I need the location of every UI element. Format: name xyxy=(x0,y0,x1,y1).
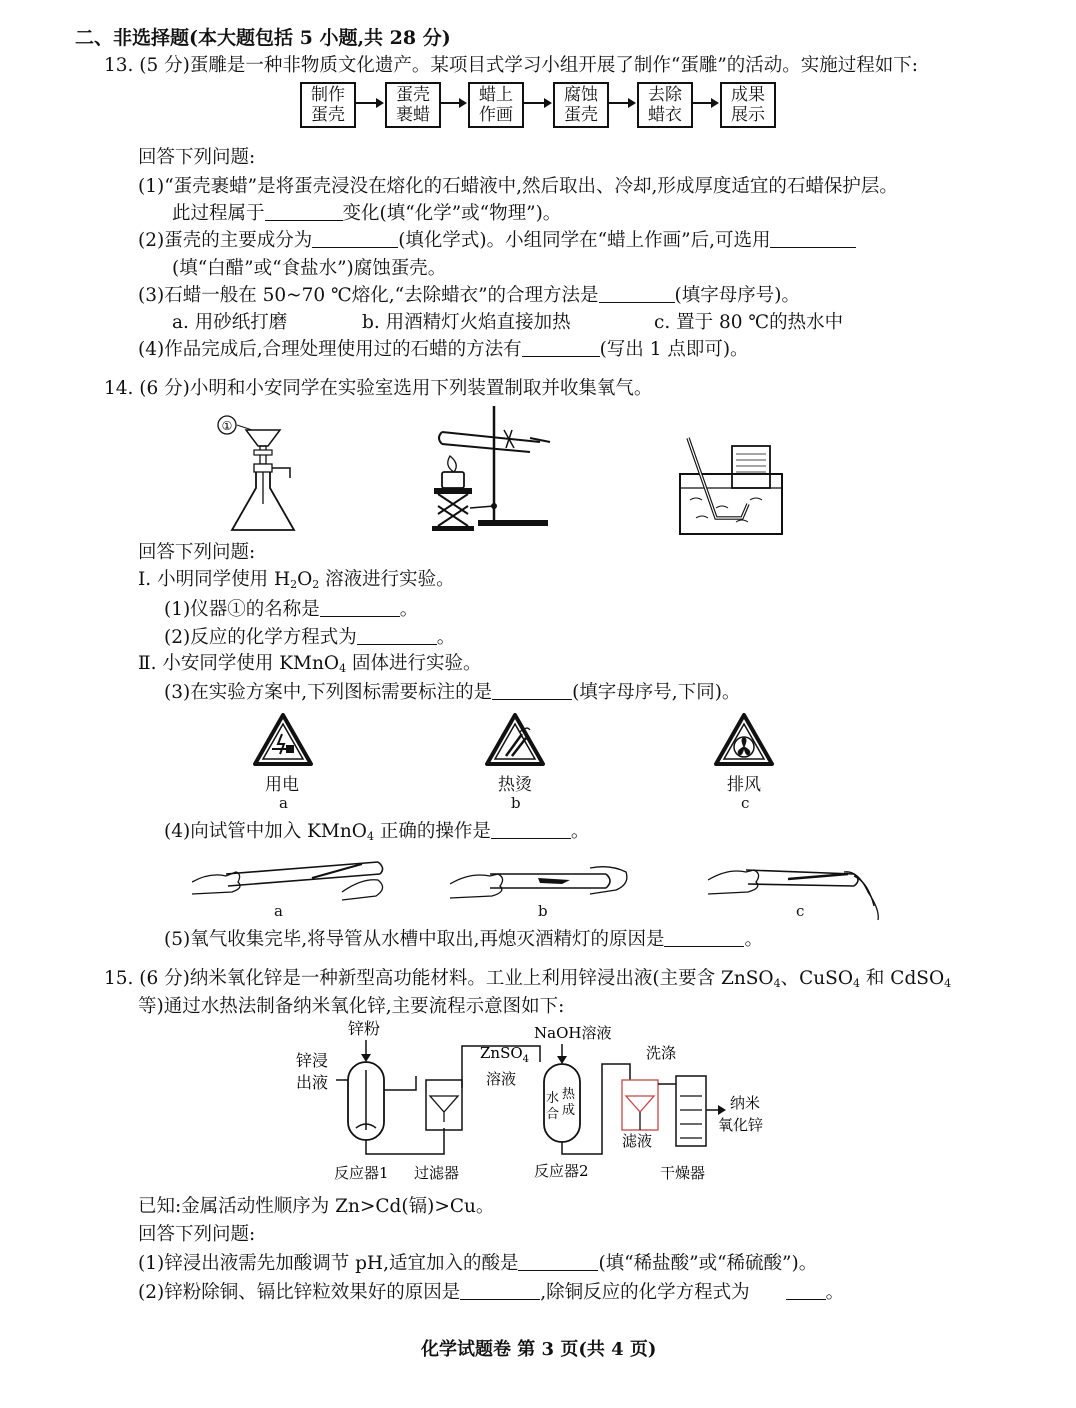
q14-part5-text: (5)氧气收集完毕,将导管从水槽中取出,再熄灭酒精灯的原因是 xyxy=(164,929,665,950)
q13-part3-text: (填字母序号)。 xyxy=(674,285,800,306)
flow-arrow xyxy=(356,102,382,104)
subscript: 4 xyxy=(944,977,952,990)
q15-part2-text: (2)锌粉除铜、镉比锌粒效果好的原因是 xyxy=(138,1282,461,1303)
answer-blank[interactable] xyxy=(265,202,343,221)
q15-part1 xyxy=(138,1252,817,1276)
q13-part3-text: (3)石蜡一般在 50~70 ℃熔化,“去除蜡衣”的合理方法是 xyxy=(138,285,599,306)
flask-funnel-apparatus xyxy=(210,408,300,538)
q13-step-box: 蛋壳 裹蜡 xyxy=(385,82,441,128)
flow-label-product-1: 纳米 xyxy=(730,1094,761,1112)
section-title: 二、非选择题(本大题包括 5 小题,共 28 分) xyxy=(75,27,451,49)
q14-part3 xyxy=(164,681,740,705)
flow-label-naoh: NaOH溶液 xyxy=(534,1024,612,1042)
q13-option-a: a. 用砂纸打磨 xyxy=(172,312,288,333)
q13-part4-text: (4)作品完成后,合理处理使用过的石蜡的方法有 xyxy=(138,339,522,360)
q13-option-c: c. 置于 80 ℃的热水中 xyxy=(654,312,844,333)
q15-known: 已知:金属活动性顺序为 Zn>Cd(镉)>Cu。 xyxy=(138,1196,495,1217)
q15-part2-text: 。 xyxy=(825,1282,845,1303)
filter xyxy=(426,1080,462,1130)
flow-label-znso4: ZnSO$_4$ xyxy=(480,1044,530,1065)
answer-blank[interactable] xyxy=(518,1252,598,1271)
water-trough-apparatus xyxy=(676,434,786,538)
q13-stem: 13. (5 分)蛋雕是一种非物质文化遗产。某项目式学习小组开展了制作“蛋雕”的活动。实施过程如下: xyxy=(104,55,919,76)
q14-part5 xyxy=(164,928,763,952)
answer-blank[interactable] xyxy=(786,1281,826,1300)
q15-stem-text: 、CuSO xyxy=(780,968,854,989)
q15-stem-text: 15. (6 分)纳米氧化锌是一种新型高功能材料。工业上利用锌浸出液(主要含 ZnSO xyxy=(104,968,774,989)
q13-step-box: 蜡上 作画 xyxy=(468,82,524,128)
q14-part2-text: (2)反应的化学方程式为 xyxy=(164,627,357,648)
hot-surface-warning-icon xyxy=(484,712,546,768)
test-tube-heating-apparatus xyxy=(420,402,560,536)
subscript: 4 xyxy=(366,830,374,843)
svg-text:水: 水 xyxy=(546,1091,560,1106)
flow-arrow xyxy=(441,102,465,104)
icon-label-ventilation: 排风 xyxy=(727,775,761,795)
answer-blank[interactable] xyxy=(770,229,856,248)
flow-label-reactor-2: 反应器2 xyxy=(534,1162,589,1180)
flow-label-wash: 洗涤 xyxy=(646,1044,677,1062)
q13-part1b xyxy=(172,202,561,226)
icon-label-hot: 热烫 xyxy=(498,775,532,795)
q14-part-II-text: Ⅱ. 小安同学使用 KMnO xyxy=(138,653,340,674)
q14-part-II xyxy=(138,652,481,676)
q14-part2 xyxy=(164,626,455,650)
answer-blank[interactable] xyxy=(312,229,398,248)
answer-blank[interactable] xyxy=(599,284,675,303)
flow-label-dryer: 干燥器 xyxy=(660,1164,706,1182)
subscript: 2 xyxy=(312,578,320,591)
q13-part2-text: (填化学式)。小组同学在“蜡上作画”后,可选用 xyxy=(398,230,771,251)
q15-prompt: 回答下列问题: xyxy=(138,1224,256,1245)
q14-prompt: 回答下列问题: xyxy=(138,542,256,563)
flow-arrow xyxy=(609,102,634,104)
q15-part1-text: (1)锌浸出液需先加酸调节 pH,适宜加入的酸是 xyxy=(138,1253,519,1274)
flow-label-leach-1: 锌浸 xyxy=(296,1051,329,1070)
flow-arrow xyxy=(693,102,717,104)
q14-part-I-text: 溶液进行实验。 xyxy=(319,569,455,590)
q15-stem-line1 xyxy=(104,967,951,991)
q14-part-I-text: Ⅰ. 小明同学使用 H xyxy=(138,569,291,590)
q13-part4 xyxy=(138,338,749,362)
q14-part4-text: 正确的操作是 xyxy=(373,821,491,842)
icon-letter-c: c xyxy=(741,794,750,812)
operation-a-illustration xyxy=(192,852,392,908)
q13-part1b-text: 变化(填“化学”或“物理”)。 xyxy=(342,203,562,224)
page-footer: 化学试题卷 第 3 页(共 4 页) xyxy=(421,1339,657,1360)
ventilation-fan-icon xyxy=(713,712,775,768)
flow-label-leach-2: 出液 xyxy=(296,1073,329,1092)
zinc-oxide-process-diagram xyxy=(290,1018,790,1188)
q13-step-box: 制作 蛋壳 xyxy=(300,82,356,128)
q13-part3 xyxy=(138,284,800,308)
q14-part5-text: 。 xyxy=(744,929,763,950)
q13-step-box: 腐蚀 蛋壳 xyxy=(553,82,609,128)
subscript: 2 xyxy=(290,578,298,591)
operation-b-illustration xyxy=(450,856,630,906)
flow-label-product-2: 氧化锌 xyxy=(718,1116,764,1134)
subscript: 4 xyxy=(853,977,861,990)
dryer xyxy=(676,1076,706,1146)
q13-step-box: 成果 展示 xyxy=(720,82,776,128)
q15-stem-text: 和 CdSO xyxy=(860,968,945,989)
flow-label-reactor-1: 反应器1 xyxy=(334,1164,389,1182)
label-circle-1: ① xyxy=(221,419,233,433)
answer-blank[interactable] xyxy=(522,338,600,357)
operation-letter-c: c xyxy=(796,902,805,920)
svg-text:成: 成 xyxy=(562,1103,576,1118)
flow-label-znso4-solution: 溶液 xyxy=(486,1070,517,1088)
q13-part1a: (1)“蛋壳裹蜡”是将蛋壳浸没在熔化的石蜡液中,然后取出、冷却,形成厚度适宜的石蜡保护层。 xyxy=(138,176,898,197)
q13-part1b-text: 此过程属于 xyxy=(172,203,265,224)
svg-text:合: 合 xyxy=(546,1107,560,1122)
q14-part-I xyxy=(138,568,455,592)
q14-part4-text: 。 xyxy=(570,821,590,842)
q13-step-box: 去除 蜡衣 xyxy=(637,82,693,128)
q13-prompt: 回答下列问题: xyxy=(138,147,256,168)
q14-part1-text: 。 xyxy=(399,599,419,620)
operation-letter-a: a xyxy=(274,902,283,920)
icon-letter-b: b xyxy=(511,794,521,812)
q14-part1-text: (1)仪器①的名称是 xyxy=(164,599,320,620)
q13-part2b: (填“白醋”或“食盐水”)腐蚀蛋壳。 xyxy=(172,258,447,279)
q14-stem: 14. (6 分)小明和小安同学在实验室选用下列装置制取并收集氧气。 xyxy=(104,378,653,399)
operation-letter-b: b xyxy=(538,902,548,920)
answer-blank[interactable] xyxy=(664,928,744,947)
answer-blank[interactable] xyxy=(460,1281,540,1300)
q13-part2 xyxy=(138,229,856,253)
svg-text:热: 热 xyxy=(562,1087,576,1102)
flow-arrow xyxy=(524,102,550,104)
q13-part2-text: (2)蛋壳的主要成分为 xyxy=(138,230,313,251)
q14-part2-text: 。 xyxy=(436,627,456,648)
q14-part-II-text: 固体进行实验。 xyxy=(346,653,482,674)
q14-part3-text: (填字母序号,下同)。 xyxy=(572,682,741,703)
q15-part2-text: ,除铜反应的化学方程式为 xyxy=(540,1282,750,1303)
q14-part3-text: (3)在实验方案中,下列图标需要标注的是 xyxy=(164,682,493,703)
q13-option-b: b. 用酒精灯火焰直接加热 xyxy=(362,312,571,333)
icon-letter-a: a xyxy=(279,794,288,812)
answer-blank[interactable] xyxy=(320,598,400,617)
q14-part1 xyxy=(164,598,418,622)
q14-part4 xyxy=(164,820,589,844)
flow-label-filtrate: 滤液 xyxy=(622,1132,653,1150)
subscript: 4 xyxy=(339,662,347,675)
answer-blank[interactable] xyxy=(491,820,571,839)
q15-part2 xyxy=(138,1281,844,1305)
q13-part4-text: (写出 1 点即可)。 xyxy=(599,339,749,360)
flow-label-filter: 过滤器 xyxy=(414,1164,460,1182)
icon-label-electricity: 用电 xyxy=(265,775,299,795)
answer-blank[interactable] xyxy=(492,681,572,700)
answer-blank[interactable] xyxy=(357,626,437,645)
electricity-warning-icon xyxy=(252,712,314,768)
q15-stem-line2: 等)通过水热法制备纳米氧化锌,主要流程示意图如下: xyxy=(138,996,565,1017)
q14-part-I-text: O xyxy=(297,569,313,590)
q15-part1-text: (填“稀盐酸”或“稀硫酸”)。 xyxy=(598,1253,818,1274)
subscript: 4 xyxy=(773,977,781,990)
flow-label-zinc-powder: 锌粉 xyxy=(348,1019,381,1038)
q14-part4-text: (4)向试管中加入 KMnO xyxy=(164,821,367,842)
